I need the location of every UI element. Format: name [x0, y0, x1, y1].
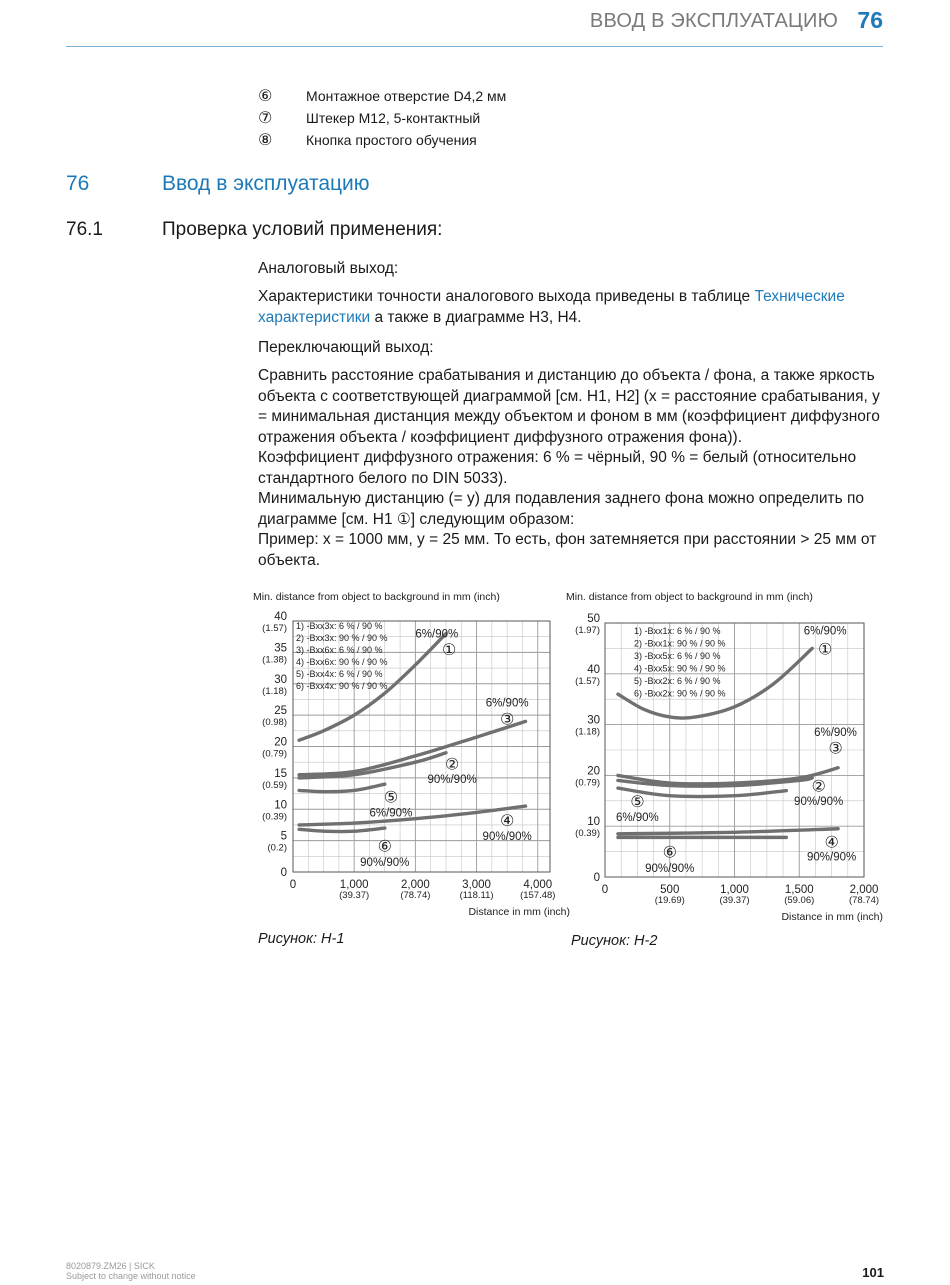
legend-entry: 5) -Bxx4x: 6 % / 90 %: [296, 669, 383, 679]
annotation-label: 6%/90%: [485, 697, 529, 710]
header-chapter-number: 76: [857, 7, 883, 33]
item-marker: ⑦: [258, 108, 273, 127]
series-curve-4: [618, 829, 838, 834]
caption-h2: Рисунок: H-2: [571, 933, 658, 949]
annotation-label: 90%/90%: [360, 856, 410, 869]
analog-text-start: Характеристики точности аналогового выхода приведены в таблице: [258, 288, 755, 305]
y-tick-sublabel: (1.57): [575, 675, 600, 687]
x-tick-label: 2,000: [849, 884, 879, 896]
y-tick-label: 20: [274, 736, 287, 749]
switch-text-4: Пример: x = 1000 мм, y = 25 мм. То есть, фон затемняется при расстоянии > 25 мм от объекта.: [258, 531, 877, 569]
y-tick-label: 20: [587, 765, 600, 778]
subsection-title: Проверка условий применения:: [162, 219, 443, 240]
annotation-marker: ③: [499, 709, 515, 729]
x-tick-label: 4,000: [523, 879, 553, 891]
x-tick-sublabel: (78.74): [400, 890, 431, 901]
item-text: Штекер M12, 5-контактный: [306, 110, 481, 126]
legend-entry: 5) -Bxx2x: 6 % / 90 %: [634, 676, 721, 686]
y-tick-label: 40: [587, 663, 600, 676]
chart-legend: [296, 621, 388, 691]
analog-paragraph: [258, 287, 888, 328]
annotation-label: 90%/90%: [645, 862, 695, 875]
annotation-label: 90%/90%: [807, 851, 857, 864]
legend-entry: 2) -Bxx3x: 90 % / 90 %: [296, 633, 388, 643]
y-tick-sublabel: (1.97): [575, 625, 600, 636]
annotation-marker: ⑤: [630, 791, 645, 811]
x-tick-label: 0: [601, 884, 609, 896]
x-tick-label: 2,000: [400, 879, 430, 891]
annotation-marker: ④: [499, 810, 515, 830]
x-tick-sublabel: (59.06): [784, 895, 815, 906]
annotation-label: 90%/90%: [482, 831, 532, 844]
x-tick-sublabel: (118.11): [459, 890, 494, 901]
page-number: 101: [862, 1265, 884, 1280]
legend-entry: 6) -Bxx4x: 90 % / 90 %: [296, 681, 388, 691]
y-tick-sublabel: (1.38): [262, 654, 287, 666]
switch-text-1: Сравнить расстояние срабатывания и дистанцию до объекта / фона, а также яркость объекта с соответствующей диаграммой [см. H1, H2] (x = расстояние срабатывания, y = минимальная дистанция между объектом и фоном в мм (коэффициент диффузного отражения объекта / коэффициент диффузного отражения фона)).: [258, 367, 880, 446]
x-tick-label: 1,500: [784, 884, 814, 896]
annotation-label: 6%/90%: [803, 625, 847, 638]
annotation-label: 90%/90%: [427, 774, 477, 787]
annotation-marker: ①: [817, 639, 833, 659]
x-tick-label: 0: [289, 879, 297, 891]
annotation-marker: ②: [444, 754, 460, 774]
chart-h2: [566, 585, 888, 925]
y-tick-sublabel: (0.59): [262, 779, 287, 791]
switch-text-2: Коэффициент диффузного отражения: 6 % = чёрный, 90 % = белый (относительно стандартного белого по DIN 5033).: [258, 449, 857, 487]
annotation-marker: ④: [824, 832, 839, 852]
section-number: 76: [66, 172, 90, 195]
y-tick-label: 0: [280, 867, 287, 879]
x-tick-label: 1,000: [339, 879, 369, 891]
legend-entry: 4) -Bxx5x: 90 % / 90 %: [634, 663, 726, 674]
switch-text-3: Минимальную дистанцию (= y) для подавления заднего фона можно определить по диаграмме [см. H1 ①] следующим образом:: [258, 490, 865, 528]
y-tick-label: 30: [587, 714, 600, 727]
x-tick-label: 3,000: [462, 879, 491, 891]
item-text: Кнопка простого обучения: [306, 132, 477, 148]
annotation-label: 6%/90%: [615, 812, 659, 825]
page-header: [66, 0, 883, 47]
legend-entry: 1) -Bxx3x: 6 % / 90 %: [296, 621, 383, 631]
item-marker: ⑧: [258, 130, 273, 149]
annotation-label: 90%/90%: [794, 795, 844, 808]
x-tick-sublabel: (19.69): [654, 895, 685, 906]
y-tick-sublabel: (0.98): [262, 717, 287, 729]
y-tick-sublabel: (1.18): [575, 726, 600, 738]
y-tick-sublabel: (0.2): [267, 842, 287, 854]
analog-text-end: а также в диаграмме H3, H4.: [370, 308, 582, 326]
y-tick-label: 10: [587, 816, 600, 829]
chart-title: Min. distance from object to background in mm (inch): [253, 591, 500, 603]
series-curve-6: [299, 828, 385, 831]
x-axis-label: Distance in mm (inch): [781, 911, 883, 923]
chart-h1-svg: [253, 585, 575, 923]
y-tick-sublabel: (0.39): [575, 828, 600, 840]
x-tick-sublabel: (78.74): [848, 895, 880, 906]
x-tick-sublabel: (39.37): [719, 895, 750, 906]
header-title: ВВОД В ЭКСПЛУАТАЦИЮ: [589, 10, 838, 32]
x-tick-sublabel: (39.37): [339, 890, 370, 901]
annotation-marker: ②: [811, 776, 826, 796]
legend-entry: 4) -Bxx6x: 90 % / 90 %: [296, 657, 388, 667]
legend-entry: 1) -Bxx1x: 6 % / 90 %: [634, 626, 721, 636]
section-title: Ввод в эксплуатацию: [162, 172, 370, 195]
annotation-marker: ⑤: [383, 787, 399, 807]
annotation-label: 6%/90%: [369, 807, 413, 820]
y-tick-sublabel: (0.79): [575, 777, 600, 789]
y-tick-label: 40: [274, 611, 287, 623]
y-tick-sublabel: (1.57): [262, 623, 287, 634]
footer-note: Subject to change without notice: [66, 1271, 196, 1281]
footer-doc-id: 8020879.ZM26 | SICK: [66, 1261, 155, 1271]
list-item: [258, 108, 858, 130]
legend-entry: 3) -Bxx5x: 6 % / 90 %: [634, 651, 721, 661]
switch-paragraph: [258, 366, 888, 571]
item-marker: ⑥: [258, 86, 273, 105]
annotation-marker: ⑥: [377, 836, 392, 856]
chart-h1: [253, 585, 575, 923]
item-text: Монтажное отверстие D4,2 мм: [306, 88, 507, 104]
x-tick-label: 1,000: [720, 884, 749, 896]
y-tick-label: 30: [274, 673, 287, 686]
switch-heading: Переключающий выход:: [258, 339, 434, 356]
annotation-marker: ①: [441, 640, 457, 660]
subsection-number: 76.1: [66, 219, 103, 240]
y-tick-label: 5: [280, 830, 287, 843]
series-curve-3: [299, 721, 525, 774]
annotation-marker: ⑥: [662, 842, 677, 862]
list-item: [258, 130, 858, 152]
technical-data-link[interactable]: Технические характеристики: [258, 288, 845, 326]
analog-heading: Аналоговый выход:: [258, 260, 399, 277]
y-tick-sublabel: (1.18): [262, 685, 287, 697]
component-legend-list: [258, 86, 858, 152]
y-tick-sublabel: (0.79): [262, 748, 287, 760]
x-tick-label: 500: [660, 884, 680, 896]
list-item: [258, 86, 858, 108]
footer-doc-info: [66, 1261, 196, 1281]
x-tick-sublabel: (157.48): [520, 890, 556, 901]
y-tick-label: 0: [593, 872, 600, 884]
y-tick-label: 25: [274, 705, 287, 718]
chart-legend: [634, 626, 726, 699]
y-tick-sublabel: (0.39): [262, 811, 287, 823]
annotation-label: 6%/90%: [415, 628, 459, 641]
legend-entry: 3) -Bxx6x: 6 % / 90 %: [296, 645, 383, 655]
annotation-label: 6%/90%: [814, 727, 857, 740]
y-tick-label: 10: [274, 799, 287, 812]
chart-h2-svg: [566, 585, 888, 925]
annotation-marker: ③: [828, 738, 843, 758]
x-axis-label: Distance in mm (inch): [468, 906, 570, 918]
caption-h1: Рисунок: H-1: [258, 931, 345, 947]
series-curve-5: [299, 784, 385, 792]
y-tick-label: 35: [274, 642, 287, 655]
y-tick-label: 15: [274, 767, 287, 780]
y-tick-label: 50: [587, 613, 600, 625]
legend-entry: 2) -Bxx1x: 90 % / 90 %: [634, 638, 726, 649]
legend-entry: 6) -Bxx2x: 90 % / 90 %: [634, 688, 726, 699]
chart-title: Min. distance from object to background in mm (inch): [566, 591, 813, 603]
